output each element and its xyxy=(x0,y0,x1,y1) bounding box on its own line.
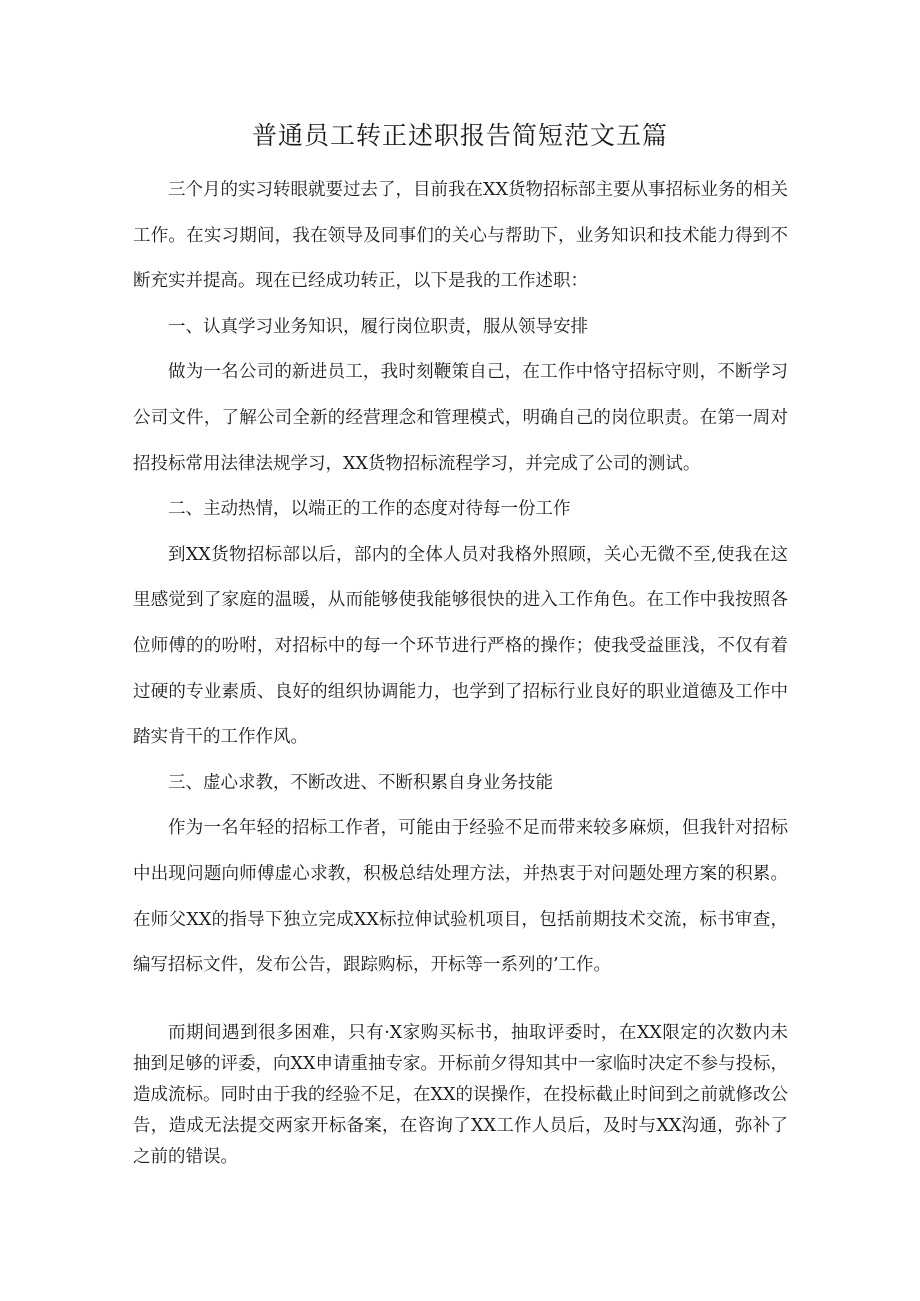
paragraph-section-3: 作为一名年轻的招标工作者，可能由于经验不足而带来较多麻烦，但我针对招标中出现问题向师傅虚心求教，积极总结处理方法，并热衷于对问题处理方案的积累。在师父XX的指导下独立完成XX标拉伸试验机项目，包括前期技术交流，标书审查，编写招标文件，发布公告，跟踪购标，开标等一系列的’工作。 xyxy=(133,818,788,976)
paragraph-section-1: 做为一名公司的新进员工，我时刻鞭策自己，在工作中恪守招标守则，不断学习公司文件，了解公司全新的经营理念和管理模式，明确自己的岗位职责。在第一周对招投标常用法律法规学习，XX货物招标流程学习，并完成了公司的测试。 xyxy=(133,362,788,474)
paragraph-section-2: 到XX货物招标部以后，部内的全体人员对我格外照顾，关心无微不至,使我在这里感觉到了家庭的温暖，从而能够使我能够很快的进入工作角色。在工作中我按照各位师傅的的吩咐，对招标中的每一个环节进行严格的操作；使我受益匪浅，不仅有着过硬的专业素质、良好的组织协调能力，也学到了招标行业良好的职业道德及工作中踏实肯干的工作作风。 xyxy=(133,544,788,748)
section-heading-1: 一、认真学习业务知识，履行岗位职责，服从领导安排 xyxy=(168,316,588,337)
section-heading-3: 三、虚心求教，不断改进、不断积累自身业务技能 xyxy=(168,772,553,793)
paragraph-intro: 三个月的实习转眼就要过去了，目前我在XX货物招标部主要从事招标业务的相关工作。在实习期间，我在领导及同事们的关心与帮助下，业务知识和技术能力得到不断充实并提高。现在已经成功转正，以下是我的工作述职： xyxy=(133,180,788,292)
section-heading-2: 二、主动热情，以端正的工作的态度对待每一份工作 xyxy=(168,499,571,520)
paragraph-difficulties: 而期间遇到很多困难，只有·X家购买标书，抽取评委时，在XX限定的次数内未抽到足够的评委，向XX申请重抽专家。开标前夕得知其中一家临时决定不参与投标，造成流标。同时由于我的经验不足，在XX的误操作，在投标截止时间到之前就修改公告，造成无法提交两家开标备案，在咨询了XX工作人员后，及时与XX沟通，弥补了之前的错误。 xyxy=(133,1023,788,1167)
document-body xyxy=(133,168,788,989)
document-title: 普通员工转正述职报告简短范文五篇 xyxy=(251,121,668,150)
document-tail xyxy=(133,1018,788,1173)
